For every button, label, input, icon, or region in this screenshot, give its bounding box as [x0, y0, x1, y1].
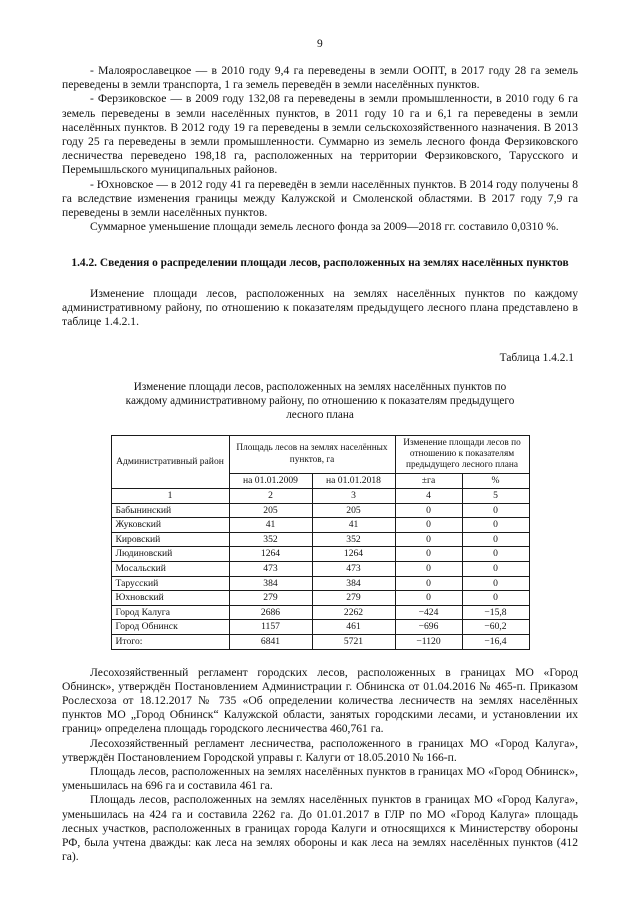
paragraph-obninsk-area: Площадь лесов, расположенных на землях населённых пунктов в границах МО «Город Обнинск», уменьшилась на 696 га и составила 461 га. [62, 765, 578, 793]
page-content [62, 0, 578, 864]
table-caption: Изменение площади лесов, расположенных на землях населённых пунктов по каждому административному району, по отношению к показателям предыдущего лесного плана [125, 380, 515, 422]
cell-2009: 6841 [229, 635, 312, 650]
cell-percent: 0 [462, 518, 529, 533]
row-name: Город Калуга [111, 605, 229, 620]
cell-delta: 0 [395, 503, 462, 518]
spacer [62, 234, 578, 256]
table-row [111, 591, 529, 606]
cell-delta: 0 [395, 547, 462, 562]
table-row [111, 576, 529, 591]
cell-2018: 279 [312, 591, 395, 606]
paragraph-maloyaroslavetskoe: - Малоярославецкое — в 2010 году 9,4 га переведены в земли ООПТ, в 2017 году 28 га земель переведены в земли транспорта, 1 га земель переведён в земли населённых пунктов. [62, 64, 578, 92]
cell-2009: 41 [229, 518, 312, 533]
cell-delta: 0 [395, 532, 462, 547]
table-header-row-groups [111, 435, 529, 474]
row-name: Мосальский [111, 562, 229, 577]
cell-2018: 2262 [312, 605, 395, 620]
cell-2009: 384 [229, 576, 312, 591]
spacer [62, 364, 578, 380]
table-row [111, 518, 529, 533]
row-name: Юхновский [111, 591, 229, 606]
cell-delta: −696 [395, 620, 462, 635]
cell-percent: −16,4 [462, 635, 529, 650]
cell-delta: −424 [395, 605, 462, 620]
cell-2009: 1157 [229, 620, 312, 635]
cell-percent: 0 [462, 547, 529, 562]
paragraph-table-intro: Изменение площади лесов, расположенных на землях населённых пунктов по каждому административному району, по отношению к показателям предыдущего лесного плана представлено в таблице 1.4.2.1. [62, 287, 578, 329]
table-number-label: Таблица 1.4.2.1 [499, 351, 574, 364]
table-row [111, 562, 529, 577]
table-column-number-row [111, 489, 529, 504]
cell-2018: 1264 [312, 547, 395, 562]
column-number-5: 5 [462, 489, 529, 504]
cell-delta: 0 [395, 576, 462, 591]
cell-2018: 384 [312, 576, 395, 591]
cell-delta: 0 [395, 591, 462, 606]
table-row-total [111, 635, 529, 650]
cell-2018: 205 [312, 503, 395, 518]
cell-percent: 0 [462, 562, 529, 577]
cell-delta: 0 [395, 518, 462, 533]
row-name: Кировский [111, 532, 229, 547]
cell-2018: 461 [312, 620, 395, 635]
cell-delta: 0 [395, 562, 462, 577]
table-body [111, 503, 529, 649]
spacer [62, 650, 578, 666]
cell-2009: 1264 [229, 547, 312, 562]
table-row [111, 503, 529, 518]
header-sub-hectares: ±га [395, 474, 462, 489]
row-name: Жуковский [111, 518, 229, 533]
header-admin-district: Административный район [111, 435, 229, 488]
row-name: Бабынинский [111, 503, 229, 518]
paragraph-kaluga-area: Площадь лесов, расположенных на землях населённых пунктов в границах МО «Город Калуга», уменьшилась на 424 га и составила 2262 га. До 01.01.2017 в ГЛР по МО «Город Калуга» площадь лесных участков, расположенных в границах города Калуги и относящихся к Министерству обороны РФ, была учтена дважды: как леса на землях обороны и как леса на землях населённых пунктов (412 га). [62, 793, 578, 864]
paragraph-yukhnovskoe: - Юхновское — в 2012 году 41 га переведён в земли населённых пунктов. В 2014 году получены 8 га вследствие изменения границы между Калужской и Смоленской областями. В 2017 году 7,9 га переведены в земли населённых пунктов. [62, 177, 578, 220]
cell-percent: 0 [462, 591, 529, 606]
column-number-2: 2 [229, 489, 312, 504]
spacer [62, 271, 578, 287]
cell-2009: 2686 [229, 605, 312, 620]
cell-percent: 0 [462, 503, 529, 518]
paragraph-ferzikovskoe: - Ферзиковское — в 2009 году 132,08 га переведены в земли промышленности, в 2010 году 6 га земель переведены в земли населённых пунктов, в 2011 году 10 га и 6,1 га переведены в земли населённых пунктов. В 2012 году 19 га переведены в земли сельскохозяйственного назначения. В 2013 году 25 га переведены в земли промышленности. Суммарно из земель лесного фонда Ферзиковского лесничества переведено 198,18 га, расположенных на территории Ферзиковского, Тарусского и Перемышльского муниципальных районов. [62, 92, 578, 177]
column-number-1: 1 [111, 489, 229, 504]
header-group-area: Площадь лесов на землях населённых пунктов, га [229, 435, 395, 474]
paragraph-obninsk-regulation: Лесохозяйственный регламент городских лесов, расположенных в границах МО «Город Обнинск», утверждён Постановлением Администрации г. Обнинска от 01.04.2016 № 465-п. Приказом Рослесхоза от 18.12.2017 № 735 «Об определении количества лесничеств на землях населённых пунктов МО „Город Обнинск“ Калужской области, занятых городскими лесами, и установлении их границ» определена площадь городского лесничества 460,761 га. [62, 665, 578, 736]
cell-2009: 205 [229, 503, 312, 518]
forest-area-table [111, 435, 530, 650]
table-head [111, 435, 529, 503]
spacer [62, 330, 578, 352]
cell-percent: −60,2 [462, 620, 529, 635]
table-row [111, 620, 529, 635]
cell-2009: 279 [229, 591, 312, 606]
section-heading-1-4-2: 1.4.2. Сведения о распределении площади лесов, расположенных на землях населённых пунктов [71, 257, 569, 270]
cell-2018: 473 [312, 562, 395, 577]
column-number-4: 4 [395, 489, 462, 504]
row-name: Тарусский [111, 576, 229, 591]
row-name: Людиновский [111, 547, 229, 562]
cell-percent: 0 [462, 576, 529, 591]
paragraph-total-decrease: Суммарное уменьшение площади земель лесного фонда за 2009—2018 гг. составило 0,0310 %. [90, 220, 559, 234]
header-sub-percent: % [462, 474, 529, 489]
column-number-3: 3 [312, 489, 395, 504]
cell-2018: 352 [312, 532, 395, 547]
cell-percent: −15,8 [462, 605, 529, 620]
cell-2018: 41 [312, 518, 395, 533]
cell-percent: 0 [462, 532, 529, 547]
cell-2009: 352 [229, 532, 312, 547]
row-name: Город Обнинск [111, 620, 229, 635]
spacer [62, 423, 578, 435]
page-number: 9 [317, 38, 323, 50]
header-sub-2009: на 01.01.2009 [229, 474, 312, 489]
table-row [111, 532, 529, 547]
header-group-change: Изменение площади лесов по отношению к показателям предыдущего лесного плана [395, 435, 529, 474]
cell-delta: −1120 [395, 635, 462, 650]
paragraph-kaluga-regulation: Лесохозяйственный регламент лесничества, расположенного в границах МО «Город Калуга», утверждён Постановлением Городской управы г. Калуги от 18.05.2010 № 166-п. [62, 736, 578, 764]
row-name: Итого: [111, 635, 229, 650]
header-sub-2018: на 01.01.2018 [312, 474, 395, 489]
table-row [111, 605, 529, 620]
table-row [111, 547, 529, 562]
cell-2009: 473 [229, 562, 312, 577]
cell-2018: 5721 [312, 635, 395, 650]
